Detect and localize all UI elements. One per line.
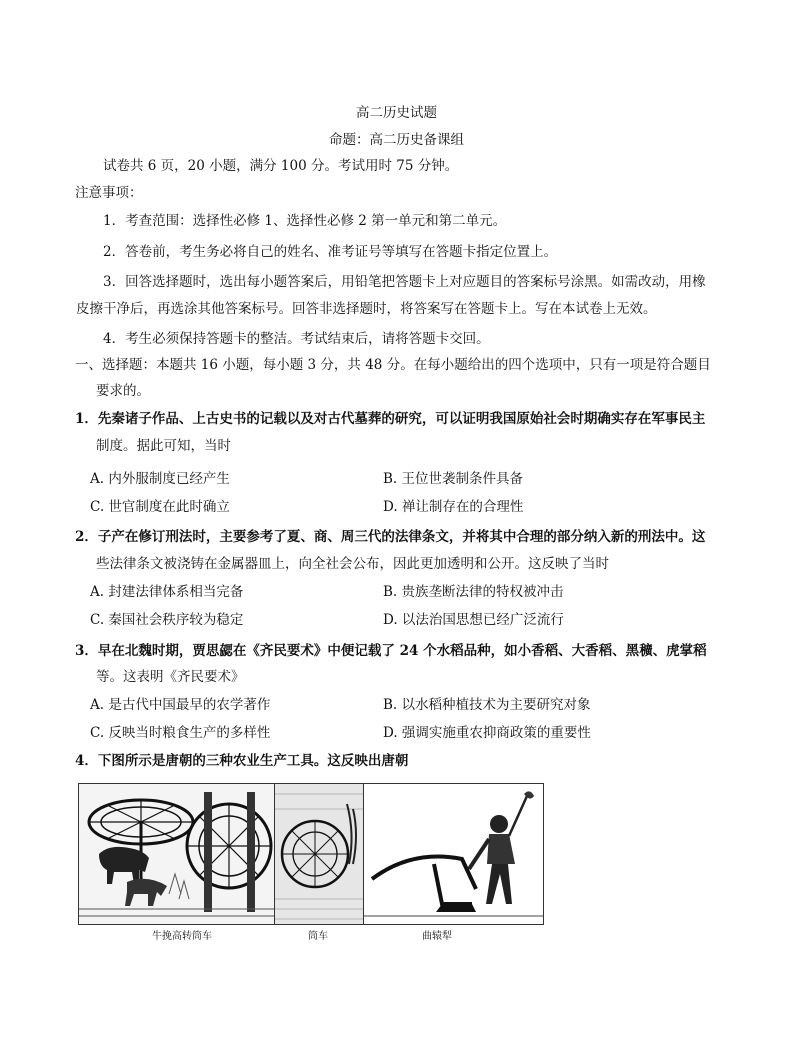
question-1-option-a[interactable]: A. 内外服制度已经产生 [90,471,230,487]
question-3-option-c[interactable]: C. 反映当时粮食生产的多样性 [90,725,271,741]
question-2-stem: 2．子产在修订刑法时，主要参考了夏、商、周三代的法律条文，并将其中合理的部分纳入新的刑法中。这 [75,529,706,545]
curved-plough-illustration [364,784,543,924]
notes-heading: 注意事项： [75,185,143,201]
question-3-stem: 3．早在北魏时期，贾思勰在《齐民要术》中便记载了 24 个水稻品种，如小香稻、大香稻、黑穬、虎掌稻 [75,643,707,659]
question-1-stem-cont: 制度。据此可知，当时 [96,438,231,454]
question-2-option-c[interactable]: C. 秦国社会秩序较为稳定 [90,612,244,628]
note-item-3: 3．回答选择题时，选出每小题答案后，用铅笔把答题卡上对应题目的答案标号涂黑。如需改动，用橡 [103,274,706,290]
question-1-option-d[interactable]: D. 禅让制存在的合理性 [383,499,524,515]
note-item-2: 2．答卷前，考生务必将自己的姓名、准考证号等填写在答题卡指定位置上。 [103,244,558,260]
farm-tools-figure [78,783,544,925]
question-3-option-b[interactable]: B. 以水稻种植技术为主要研究对象 [383,697,591,713]
question-3-option-a[interactable]: A. 是古代中国最早的农学著作 [90,697,271,713]
question-2-stem-cont: 些法律条文被浇铸在金属器皿上，向全社会公布，因此更加透明和公开。这反映了当时 [96,556,609,572]
note-item-3-cont: 皮擦干净后，再选涂其他答案标号。回答非选择题时，将答案写在答题卡上。写在本试卷上无效。 [76,301,657,317]
ox-water-wheel-illustration [79,784,275,924]
question-2-option-b[interactable]: B. 贵族垄断法律的特权被冲击 [383,584,564,600]
note-item-4: 4．考生必须保持答题卡的整洁。考试结束后，请将答题卡交回。 [103,331,490,347]
question-4-stem: 4．下图所示是唐朝的三种农业生产工具。这反映出唐朝 [75,753,409,769]
question-1-option-c[interactable]: C. 世官制度在此时确立 [90,499,230,515]
question-2-option-d[interactable]: D. 以法治国思想已经广泛流行 [383,612,564,628]
exam-title: 高二历史试题 [356,105,437,121]
question-3-stem-cont: 等。这表明《齐民要术》 [96,669,245,685]
exam-info: 试卷共 6 页，20 小题，满分 100 分。考试用时 75 分钟。 [103,158,459,174]
figure-caption-2: 筒车 [308,931,328,942]
question-1-stem: 1．先秦诸子作品、上古史书的记载以及对古代墓葬的研究，可以证明我国原始社会时期确实存在军事民主 [75,411,706,427]
exam-author: 命题：高二历史备课组 [329,132,464,148]
water-wheel-illustration [275,784,364,924]
section-heading-cont: 要求的。 [96,383,150,399]
section-heading: 一、选择题：本题共 16 小题，每小题 3 分，共 48 分。在每小题给出的四个选项中，只有一项是符合题目 [75,357,711,373]
figure-caption-3: 曲辕犁 [422,931,452,942]
question-3-option-d[interactable]: D. 强调实施重农抑商政策的重要性 [383,725,591,741]
note-item-1: 1．考查范围：选择性必修 1、选择性必修 2 第一单元和第二单元。 [103,213,507,229]
figure-caption-1: 牛挽高转筒车 [152,931,212,942]
question-1-option-b[interactable]: B. 王位世袭制条件具备 [383,471,524,487]
question-2-option-a[interactable]: A. 封建法律体系相当完备 [90,584,244,600]
